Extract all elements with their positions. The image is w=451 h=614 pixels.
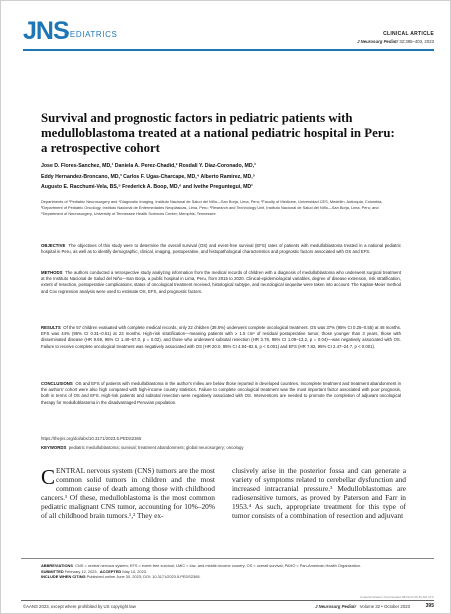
abbreviations: ABBREVIATIONS CNS = central nervous system; EFS = event-free survival; LMIC = low- and middle-income country; OS = overall survival; PAHO = Pan-American Health Organization. xyxy=(41,563,361,568)
author-line: Augusto E. Racchumi-Vela, BS,⁵ Frederick A. Boop, MD,⁶ and Ivethe Preguntegui, MD¹ xyxy=(41,184,253,190)
journal-header xyxy=(23,15,434,61)
submission-dates: SUBMITTED February 12, 2023. ACCEPTED May 10, 2023. xyxy=(41,568,148,574)
author-list xyxy=(41,161,401,193)
doi-link[interactable]: https://thejns.org/doi/abs/10.3171/2023.5.PEDS2365 xyxy=(41,436,142,441)
abstract-methods: METHODS The authors conducted a retrospective study analyzing information from the medical records of children with a diagnosis of medulloblastoma who underwent surgical treatment at the Instituto Nacional de Salud del Niño—San Borja, a public hospital in Lima, Peru, from 2015 to 2020. Clinical-epidemiological variables, degree of disease extension, risk stratification, extent of resection, postoperative complications, status of oncological treatment received, histological subtype, and neurological sequelae were taken into account. The Kaplan-Meier method and Cox regression analysis were used to estimate OS, EFS, and prognostic factors. xyxy=(41,270,401,294)
drop-cap: C xyxy=(41,465,56,489)
bottom-rule xyxy=(21,600,434,601)
abstract-conclusions: CONCLUSIONS OS and EFS of patients with medulloblastoma in the author's milieu are below those reported in developed countries. Incomplete treatment and treatment abandonment in the authors' cohort were also high compared with high-income country statistics. Failure to complete oncological treatment was the most important factor associated with poor prognosis, both in terms of OS and EFS. High-risk patients and subtotal resection were negatively associated with OS. Interventions are needed to promote the completion of adjuvant oncological therapy for medulloblastoma in the disadvantaged Peruvian population. xyxy=(41,381,401,405)
journal-logo-subtitle: PEDIATRICS xyxy=(64,30,118,39)
article-title: Survival and prognostic factors in pediatric patients with medulloblastoma treated at a national pediatric hospital in Peru: a retrospective cohort xyxy=(41,111,395,155)
article-category: CLINICAL ARTICLE xyxy=(383,31,434,37)
body-column-right: clusively arise in the posterior fossa and can generate a variety of symptoms related to cerebellar dysfunction and increased intracranial pressure.³ Medulloblastomas are radiosensitive tumors, as proved by Paterson and Farr in 1953.⁴ As such, appropriate treatment for this type of tumor consists of a combination of resection and adjuvant xyxy=(232,466,406,520)
citation-note: INCLUDE WHEN CITING Published online June 30, 2023; DOI: 10.3171/2023.5.PEDS2365. xyxy=(41,574,201,580)
footnote-rule xyxy=(21,558,434,559)
header-citation: J Neurosurg Pediatr 32:395–403, 2023 xyxy=(357,39,434,44)
page-number: 395 xyxy=(425,603,434,609)
footer-citation: J Neurosurg Pediatr Volume 32 • October 2023 xyxy=(315,604,410,609)
journal-logo: JNS xyxy=(23,17,69,45)
abstract-objective: OBJECTIVE The objectives of this study were to determine the overall survival (OS) and event-free survival (EFS) rates of patients with medulloblastoma treated in a national pediatric hospital in Peru, as well as to identify demographic, clinical, imaging, postoperative, and histopathological characteristics and prognostic factors associated with OS and EFS. xyxy=(41,243,401,255)
author-line: Jose D. Flores-Sanchez, MD,¹ Daniela A. Perez-Chadid,² Rosdali Y. Diaz-Coronado, MD,³ xyxy=(41,163,256,169)
abstract-results: RESULTS Of the 57 children evaluated with complete medical records, only 22 children (38.6%) underwent complete oncological treatment. OS was 37% (95% CI 0.25–0.55) at 48 months. EFS was 44% (95% CI 0.31–0.61) at 23 months. High-risk stratification—meaning patients with ≥ 1.5 cm² of residual postoperative tumor, those younger than 3 years, those with disseminated disease (HR 9.69, 95% CI 1.40–67.0, p = 0.02), and those who underwent subtotal resection (HR 3.78, 95% CI 1.09–13.2, p = 0.04)—was negatively associated with OS. Failure to receive complete oncological treatment was negatively associated with OS (HR 20.0, 95% CI 4.84–82.6, p < 0.001) and EFS (HR 7.82, 95% CI 2.47–24.7, p < 0.001). xyxy=(41,325,402,349)
copyright: ©AANS 2023, except where prohibited by US copyright law xyxy=(23,604,136,609)
footnotes xyxy=(41,563,434,580)
header-rule xyxy=(23,49,434,51)
body-column-left: CENTRAL nervous system (CNS) tumors are the most common solid tumors in children and the most common cause of death among those with childhood cancers.¹ Of these, medulloblastoma is the most common pediatric malignant CNS tumor, accounting for 10%–20% of all childhood brain tumors.¹,² They ex- xyxy=(41,465,215,520)
download-watermark: Unauthenticated | Downloaded 08/21/23 05:46 AM UTC xyxy=(360,595,434,599)
keywords: KEYWORDS pediatric medulloblastoma; survival; treatment abandonment; global neurosurgery; oncology xyxy=(41,445,244,450)
author-line: Eddy Hernandez-Broncano, MD,³ Carlos F. Ugas-Charcape, MD,⁴ Alberto Ramirez, MD,⁵ xyxy=(41,173,256,180)
affiliations: Departments of ¹Pediatric Neurosurgery and ⁴Diagnostic Imaging, Instituto Nacional de Salud del Niño—San Borja, Lima, Peru; ²Faculty of Medicine, Universidad CES, Medellín, Antioquia, Colombia; ³Department of Pediatric Oncology, Instituto Nacional de Enfermedades Neoplásicas, Lima, Peru; ⁵Research and Technology Unit, Instituto Nacional de Salud del Niño—San Borja, Lima, Peru; and ⁶Department of Neurosurgery, University of Tennessee Health Sciences Center, Memphis, Tennessee xyxy=(41,199,383,217)
